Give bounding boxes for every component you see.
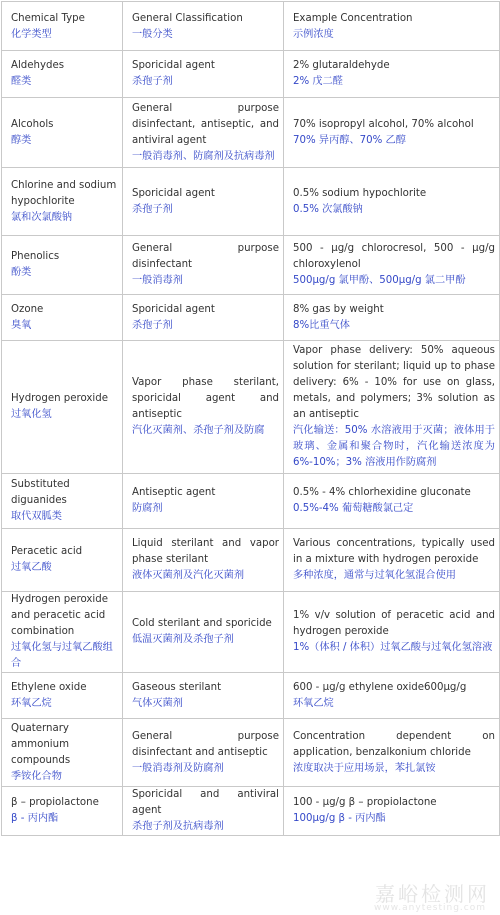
table-row <box>2 295 500 341</box>
table-row <box>2 98 500 168</box>
class-zh: 防腐剂 <box>132 503 163 514</box>
classification-cell <box>123 51 284 98</box>
classification-cell <box>123 168 284 236</box>
chemical-type-cell <box>2 474 123 529</box>
type-en: Aldehydes <box>11 60 65 71</box>
type-zh: β - 丙内酯 <box>11 813 59 824</box>
header-conc-en: Example Concentration <box>293 13 413 24</box>
watermark-text: 嘉峪检测网 <box>375 882 490 906</box>
class-zh: 一般消毒剂 <box>132 275 183 286</box>
header-type-zh: 化学类型 <box>11 29 52 40</box>
class-zh: 杀孢子剂 <box>132 203 173 215</box>
class-en: Sporicidal agent <box>132 187 215 199</box>
conc-zh: 0.5% 次氯酸钠 <box>293 203 363 215</box>
concentration-cell <box>284 719 500 787</box>
class-zh: 低温灭菌剂及杀孢子剂 <box>132 634 234 645</box>
chemical-type-cell <box>2 295 123 341</box>
header-class-zh: 一般分类 <box>132 29 173 40</box>
conc-en: Various concentrations, typically used in a mixture with hydrogen peroxide <box>293 538 495 565</box>
classification-cell <box>123 474 284 529</box>
concentration-cell <box>284 98 500 168</box>
table-header-row <box>2 2 500 51</box>
table-row <box>2 787 500 836</box>
conc-en: 0.5% sodium hypochlorite <box>293 187 427 199</box>
type-en: Quaternary ammonium compounds <box>11 722 71 766</box>
concentration-cell <box>284 51 500 98</box>
class-en: Gaseous sterilant <box>132 681 222 693</box>
class-en: Cold sterilant and sporicide <box>132 618 272 629</box>
header-conc-zh: 示例浓度 <box>293 29 334 40</box>
type-en: Chlorine and sodium hypochlorite <box>11 179 117 207</box>
conc-en: 0.5% - 4% chlorhexidine gluconate <box>293 487 471 498</box>
type-zh: 环氧乙烷 <box>11 697 52 709</box>
conc-en: 8% gas by weight <box>293 303 384 315</box>
conc-zh: 8%比重气体 <box>293 319 350 331</box>
class-en: General purpose disinfectant, antiseptic, and antiviral agent <box>132 102 279 146</box>
type-zh: 氯和次氯酸钠 <box>11 211 73 223</box>
conc-zh: 2% 戊二醛 <box>293 76 343 87</box>
chemical-type-cell <box>2 787 123 836</box>
classification-cell <box>123 787 284 836</box>
type-en: Ethylene oxide <box>11 681 87 693</box>
class-en: Liquid sterilant and vapor phase sterilant <box>132 538 279 565</box>
conc-en: 500 - µg/g chlorocresol, 500 - µg/g chloroxylenol <box>293 243 495 270</box>
class-en: Antiseptic agent <box>132 487 216 498</box>
conc-en: 1% v/v solution of peracetic acid and hydrogen peroxide <box>293 610 495 637</box>
header-general-classification <box>123 2 284 51</box>
class-en: Sporicidal and antiviral agent <box>132 789 279 816</box>
table-row <box>2 168 500 236</box>
conc-zh: 500µg/g 氯甲酚、500µg/g 氯二甲酚 <box>293 275 466 286</box>
conc-zh: 汽化输送：50% 水溶液用于灭菌；液体用于玻璃、金属和聚合物时，汽化输送浓度为 6%-10%；3% 溶液用作防腐剂 <box>293 425 495 468</box>
classification-cell <box>123 719 284 787</box>
conc-zh: 多种浓度，通常与过氧化氢混合使用 <box>293 570 456 581</box>
class-en: General purpose disinfectant and antiseptic <box>132 730 279 758</box>
conc-en: Concentration dependent on application, benzalkonium chloride <box>293 730 495 758</box>
chemical-type-cell <box>2 719 123 787</box>
header-chemical-type <box>2 2 123 51</box>
type-en: Phenolics <box>11 251 60 262</box>
conc-en: 100 - µg/g β – propiolactone <box>293 797 437 808</box>
type-zh: 醛类 <box>11 76 32 87</box>
table-row <box>2 236 500 295</box>
class-zh: 杀孢子剂 <box>132 319 173 331</box>
classification-cell <box>123 341 284 474</box>
header-example-concentration <box>284 2 500 51</box>
type-zh: 取代双胍类 <box>11 511 62 522</box>
table-row <box>2 341 500 474</box>
concentration-cell <box>284 295 500 341</box>
type-zh: 酚类 <box>11 267 32 278</box>
classification-cell <box>123 529 284 592</box>
type-zh: 过氧乙酸 <box>11 562 52 573</box>
watermark-url: www.anytesting.com <box>374 903 486 913</box>
conc-zh: 0.5%-4% 葡萄糖酸氯己定 <box>293 503 414 514</box>
type-en: Substituted diguanides <box>11 479 70 506</box>
class-zh: 一般消毒剂、防腐剂及抗病毒剂 <box>132 150 275 162</box>
class-zh: 液体灭菌剂及汽化灭菌剂 <box>132 570 245 581</box>
classification-cell <box>123 295 284 341</box>
type-en: Peracetic acid <box>11 546 83 557</box>
type-zh: 季铵化合物 <box>11 770 62 782</box>
chemical-type-cell <box>2 341 123 474</box>
type-zh: 醇类 <box>11 134 32 146</box>
class-zh: 杀孢子剂及抗病毒剂 <box>132 821 224 832</box>
chemical-type-cell <box>2 168 123 236</box>
concentration-cell <box>284 474 500 529</box>
conc-zh: 环氧乙烷 <box>293 697 334 709</box>
classification-cell <box>123 673 284 719</box>
conc-zh: 70% 异丙醇、70% 乙醇 <box>293 134 406 146</box>
concentration-cell <box>284 236 500 295</box>
concentration-cell <box>284 529 500 592</box>
table-row <box>2 474 500 529</box>
conc-en: 70% isopropyl alcohol, 70% alcohol <box>293 118 474 130</box>
type-en: Alcohols <box>11 118 54 130</box>
table-row <box>2 529 500 592</box>
concentration-cell <box>284 787 500 836</box>
concentration-cell <box>284 592 500 673</box>
conc-en: Vapor phase delivery: 50% aqueous solution for sterilant; liquid up to phase delivery: 6% - 10% for use on glass, metals, and polymers; 3% solution as an antiseptic <box>293 345 495 420</box>
classification-cell <box>123 98 284 168</box>
chemical-type-cell <box>2 51 123 98</box>
type-en: Hydrogen peroxide and peracetic acid combination <box>11 594 108 637</box>
classification-cell <box>123 592 284 673</box>
class-en: Sporicidal agent <box>132 303 215 315</box>
chemical-type-cell <box>2 673 123 719</box>
concentration-cell <box>284 341 500 474</box>
chemical-type-cell <box>2 592 123 673</box>
type-en: Ozone <box>11 303 44 315</box>
class-zh: 一般消毒剂及防腐剂 <box>132 762 224 774</box>
chemical-type-cell <box>2 98 123 168</box>
classification-cell <box>123 236 284 295</box>
type-zh: 过氧化氢 <box>11 409 52 420</box>
chemical-type-cell <box>2 236 123 295</box>
class-en: Sporicidal agent <box>132 60 215 71</box>
class-en: Vapor phase sterilant, sporicidal agent and antiseptic <box>132 377 279 420</box>
table-row <box>2 51 500 98</box>
class-zh: 杀孢子剂 <box>132 76 173 87</box>
header-class-en: General Classification <box>132 13 243 24</box>
concentration-cell <box>284 673 500 719</box>
type-en: β – propiolactone <box>11 797 99 808</box>
type-en: Hydrogen peroxide <box>11 393 108 404</box>
type-zh: 过氧化氢与过氧乙酸组合 <box>11 642 113 669</box>
conc-en: 2% glutaraldehyde <box>293 60 390 71</box>
concentration-cell <box>284 168 500 236</box>
class-en: General purpose disinfectant <box>132 243 279 270</box>
conc-zh: 浓度取决于应用场景，苯扎氯铵 <box>293 762 436 774</box>
table-row <box>2 592 500 673</box>
conc-en: 600 - µg/g ethylene oxide600µg/g <box>293 681 467 693</box>
class-zh: 气体灭菌剂 <box>132 697 183 709</box>
chemical-type-cell <box>2 529 123 592</box>
type-zh: 臭氧 <box>11 319 32 331</box>
conc-zh: 1%（体积 / 体积）过氧乙酸与过氧化氢溶液 <box>293 642 493 653</box>
table-row <box>2 673 500 719</box>
class-zh: 汽化灭菌剂、杀孢子剂及防腐 <box>132 425 265 436</box>
table-row <box>2 719 500 787</box>
disinfectant-table <box>1 1 500 836</box>
header-type-en: Chemical Type <box>11 13 85 24</box>
conc-zh: 100µg/g β - 丙内酯 <box>293 813 386 824</box>
